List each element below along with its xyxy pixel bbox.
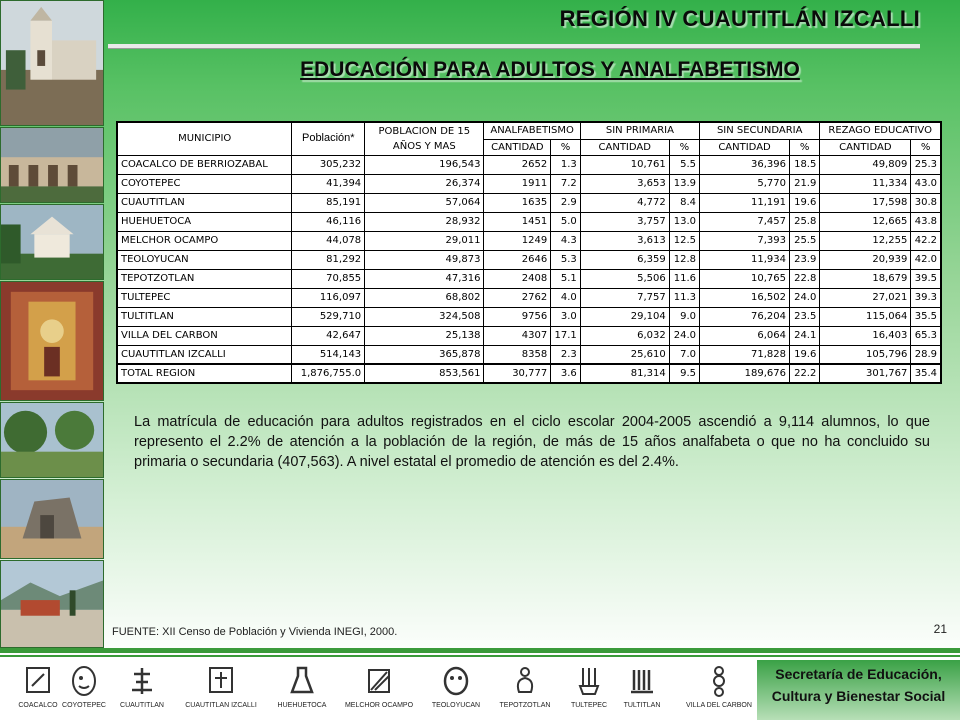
municipality-label: CUAUTITLAN IZCALLI [185,702,257,709]
cell-poblacion: 44,078 [292,231,365,250]
cell-poblacion: 116,097 [292,288,365,307]
cell-rezago-pct: 25.3 [911,155,941,174]
cell-sin-secundaria-pct: 23.5 [790,307,820,326]
tultepec-logo [564,664,614,709]
secretaria-line1: Secretaría de Educación, [775,666,942,682]
cell-analfabetismo-cantidad: 2646 [484,250,551,269]
cell-analfabetismo-pct: 4.3 [551,231,581,250]
cell-sin-secundaria-cantidad: 16,502 [700,288,790,307]
cell-sin-secundaria-cantidad: 6,064 [700,326,790,345]
cell-analfabetismo-pct: 2.3 [551,345,581,364]
cell-municipio: VILLA DEL CARBON [117,326,292,345]
cell-municipio: TEPOTZOTLAN [117,269,292,288]
tree-glyph-icon [128,664,156,698]
cell-sin-secundaria-cantidad: 76,204 [700,307,790,326]
header-sin-secundaria: SIN SECUNDARIA [700,122,820,139]
cell-poblacion: 85,191 [292,193,365,212]
cell-poblacion: 42,647 [292,326,365,345]
cell-total-sin-secundaria-cantidad: 189,676 [700,364,790,383]
photo-strip [0,0,104,648]
cell-analfabetismo-pct: 5.1 [551,269,581,288]
municipality-label: COYOTEPEC [62,702,106,709]
tultitlan-logo [618,664,666,709]
cell-sin-primaria-pct: 12.8 [669,250,699,269]
cell-sin-primaria-cantidad: 3,757 [580,212,669,231]
municipality-label: COACALCO [18,702,58,709]
cell-sin-primaria-cantidad: 6,359 [580,250,669,269]
teoloyucan-glyph-icon [442,664,470,698]
cell-rezago-cantidad: 12,665 [820,212,911,231]
header-sin-primaria: SIN PRIMARIA [580,122,699,139]
cell-total-label: TOTAL REGION [117,364,292,383]
cell-sin-primaria-pct: 8.4 [669,193,699,212]
cell-rezago-cantidad: 27,021 [820,288,911,307]
cell-rezago-cantidad: 115,064 [820,307,911,326]
cell-poblacion: 305,232 [292,155,365,174]
header-municipio: MUNICIPIO [117,122,292,155]
cell-sin-secundaria-cantidad: 36,396 [700,155,790,174]
page-title: EDUCACIÓN PARA ADULTOS Y ANALFABETISMO [300,58,800,81]
municipality-label: TULTITLAN [623,702,661,709]
cell-sin-secundaria-cantidad: 10,765 [700,269,790,288]
secretaria-badge [757,660,960,720]
cell-municipio: TEOLOYUCAN [117,250,292,269]
cell-poblacion-15: 26,374 [365,174,484,193]
table-row [117,288,941,307]
cell-poblacion-15: 365,878 [365,345,484,364]
cell-analfabetismo-cantidad: 1249 [484,231,551,250]
cell-poblacion-15: 57,064 [365,193,484,212]
cell-rezago-pct: 35.5 [911,307,941,326]
table-row [117,155,941,174]
cell-municipio: CUAUTITLAN [117,193,292,212]
table-header-row [117,122,941,139]
cell-analfabetismo-cantidad: 9756 [484,307,551,326]
cell-sin-primaria-cantidad: 4,772 [580,193,669,212]
cell-analfabetismo-cantidad: 8358 [484,345,551,364]
table-row [117,231,941,250]
church-photo [0,0,104,126]
cell-poblacion: 81,292 [292,250,365,269]
cell-total-sin-primaria-pct: 9.5 [669,364,699,383]
cell-total-analfabetismo-cantidad: 30,777 [484,364,551,383]
arcade-photo [0,127,104,203]
header-poblacion: Población* [292,122,365,155]
municipality-label: TEOLOYUCAN [431,702,481,709]
ruins-photo [0,479,104,559]
cell-rezago-pct: 39.5 [911,269,941,288]
cell-rezago-cantidad: 49,809 [820,155,911,174]
cell-total-sin-primaria-cantidad: 81,314 [580,364,669,383]
cell-sin-primaria-cantidad: 3,653 [580,174,669,193]
cell-analfabetismo-cantidad: 1635 [484,193,551,212]
cell-sin-secundaria-cantidad: 11,191 [700,193,790,212]
secretaria-line2: Cultura y Bienestar Social [771,688,946,704]
source-note: FUENTE: XII Censo de Población y Vivienda INEGI, 2000. [112,626,398,638]
cell-total-rezago-pct: 35.4 [911,364,941,383]
table-row [117,174,941,193]
cell-sin-primaria-pct: 24.0 [669,326,699,345]
footer-divider-thin [0,655,960,657]
tultepec-glyph-icon [575,664,603,698]
cell-poblacion: 514,143 [292,345,365,364]
table-row [117,345,941,364]
cell-sin-primaria-pct: 13.0 [669,212,699,231]
cell-sin-secundaria-pct: 22.8 [790,269,820,288]
cell-poblacion: 41,394 [292,174,365,193]
cell-rezago-pct: 39.3 [911,288,941,307]
footer-divider [0,648,960,653]
cell-sin-secundaria-pct: 19.6 [790,193,820,212]
subheader-cantidad: CANTIDAD [700,139,790,155]
cell-sin-secundaria-pct: 21.9 [790,174,820,193]
huehuetoca-logo [270,664,334,709]
table-row [117,326,941,345]
subheader-cantidad: CANTIDAD [820,139,911,155]
cell-analfabetismo-cantidad: 1451 [484,212,551,231]
cell-analfabetismo-pct: 5.0 [551,212,581,231]
teoloyucan-logo [424,664,488,709]
municipality-label: TEPOTZOTLAN [499,702,551,709]
cell-analfabetismo-pct: 5.3 [551,250,581,269]
cell-analfabetismo-cantidad: 2762 [484,288,551,307]
cell-analfabetismo-pct: 2.9 [551,193,581,212]
cell-sin-primaria-pct: 13.9 [669,174,699,193]
municipality-label: TULTEPEC [570,702,608,709]
total-row [117,364,941,383]
cell-poblacion-15: 68,802 [365,288,484,307]
plaza-photo [0,560,104,648]
cell-rezago-pct: 30.8 [911,193,941,212]
header-analfabetismo: ANALFABETISMO [484,122,580,139]
header-poblacion-15 [365,122,484,155]
cell-analfabetismo-pct: 17.1 [551,326,581,345]
cell-rezago-pct: 28.9 [911,345,941,364]
cell-municipio: COACALCO DE BERRIOZABAL [117,155,292,174]
cell-municipio: COYOTEPEC [117,174,292,193]
cuautitlan-logo [116,664,168,709]
coacalco-logo [16,664,60,709]
table-row [117,193,941,212]
cell-sin-secundaria-pct: 25.8 [790,212,820,231]
villa-del-carbon-logo [686,664,752,709]
cell-poblacion-15: 28,932 [365,212,484,231]
cell-sin-primaria-pct: 7.0 [669,345,699,364]
subheader-cantidad: CANTIDAD [580,139,669,155]
cell-sin-primaria-cantidad: 5,506 [580,269,669,288]
page-number: 21 [933,622,947,636]
subheader-cantidad: CANTIDAD [484,139,551,155]
table-row [117,269,941,288]
cell-rezago-pct: 65.3 [911,326,941,345]
cuautitlan-izcalli-logo [176,664,266,709]
cell-rezago-pct: 43.8 [911,212,941,231]
municipality-label: CUAUTITLAN [120,702,164,709]
subheader-pct: % [551,139,581,155]
header-rezago: REZAGO EDUCATIVO [820,122,941,139]
cell-sin-secundaria-pct: 23.9 [790,250,820,269]
title-divider [108,44,920,49]
municipality-label: HUEHUETOCA [277,702,327,709]
cell-poblacion: 529,710 [292,307,365,326]
cell-rezago-pct: 42.2 [911,231,941,250]
cell-sin-secundaria-pct: 18.5 [790,155,820,174]
cell-sin-primaria-cantidad: 6,032 [580,326,669,345]
altar-photo [0,281,104,401]
cell-analfabetismo-pct: 4.0 [551,288,581,307]
cell-sin-primaria-cantidad: 25,610 [580,345,669,364]
cell-poblacion: 46,116 [292,212,365,231]
cell-sin-secundaria-pct: 19.6 [790,345,820,364]
cell-sin-secundaria-pct: 24.0 [790,288,820,307]
cell-poblacion-15: 29,011 [365,231,484,250]
coacalco-glyph-icon [24,664,52,698]
coyotepec-logo [58,664,110,709]
cell-sin-primaria-pct: 11.6 [669,269,699,288]
cell-total-analfabetismo-pct: 3.6 [551,364,581,383]
cell-analfabetismo-cantidad: 4307 [484,326,551,345]
cell-rezago-pct: 43.0 [911,174,941,193]
cell-analfabetismo-cantidad: 2652 [484,155,551,174]
izcalli-glyph-icon [207,664,235,698]
municipality-label: VILLA DEL CARBON [686,702,752,709]
tepotzotlan-glyph-icon [511,664,539,698]
cell-sin-primaria-pct: 11.3 [669,288,699,307]
coyote-glyph-icon [70,664,98,698]
cell-total-sin-secundaria-pct: 22.2 [790,364,820,383]
cell-municipio: MELCHOR OCAMPO [117,231,292,250]
cell-municipio: TULTEPEC [117,288,292,307]
cell-total-poblacion-15: 853,561 [365,364,484,383]
subheader-pct: % [911,139,941,155]
cell-rezago-cantidad: 16,403 [820,326,911,345]
table-body [117,155,941,383]
cell-poblacion-15: 25,138 [365,326,484,345]
cell-analfabetismo-pct: 3.0 [551,307,581,326]
kiosk-photo [0,204,104,280]
cell-analfabetismo-pct: 7.2 [551,174,581,193]
cell-sin-secundaria-cantidad: 7,393 [700,231,790,250]
cell-sin-primaria-cantidad: 3,613 [580,231,669,250]
villa-glyph-icon [705,664,733,698]
cell-rezago-cantidad: 11,334 [820,174,911,193]
header-poblacion-15-line2: AÑOS Y MAS [392,140,456,152]
cell-poblacion-15: 47,316 [365,269,484,288]
cell-poblacion-15: 324,508 [365,307,484,326]
subheader-pct: % [790,139,820,155]
cell-sin-secundaria-cantidad: 7,457 [700,212,790,231]
cell-sin-primaria-pct: 9.0 [669,307,699,326]
cell-total-poblacion: 1,876,755.0 [292,364,365,383]
cell-sin-secundaria-pct: 25.5 [790,231,820,250]
table-row [117,212,941,231]
cell-sin-primaria-cantidad: 7,757 [580,288,669,307]
tepotzotlan-logo [494,664,556,709]
cell-municipio: TULTITLAN [117,307,292,326]
cell-municipio: HUEHUETOCA [117,212,292,231]
cell-sin-secundaria-cantidad: 71,828 [700,345,790,364]
cell-sin-secundaria-pct: 24.1 [790,326,820,345]
cell-rezago-cantidad: 18,679 [820,269,911,288]
cell-rezago-cantidad: 17,598 [820,193,911,212]
tultitlan-glyph-icon [628,664,656,698]
cell-poblacion-15: 49,873 [365,250,484,269]
cell-rezago-cantidad: 105,796 [820,345,911,364]
cell-municipio: CUAUTITLAN IZCALLI [117,345,292,364]
cell-sin-primaria-pct: 12.5 [669,231,699,250]
melchor-glyph-icon [365,664,393,698]
education-table [116,121,942,384]
cell-poblacion: 70,855 [292,269,365,288]
municipality-logos [0,664,756,720]
cell-sin-primaria-pct: 5.5 [669,155,699,174]
cell-sin-secundaria-cantidad: 11,934 [700,250,790,269]
cell-poblacion-15: 196,543 [365,155,484,174]
cell-rezago-cantidad: 12,255 [820,231,911,250]
cell-rezago-pct: 42.0 [911,250,941,269]
cell-sin-primaria-cantidad: 10,761 [580,155,669,174]
cell-sin-primaria-cantidad: 29,104 [580,307,669,326]
cell-analfabetismo-cantidad: 1911 [484,174,551,193]
header-poblacion-15-line1: POBLACION DE 15 [378,125,471,137]
cell-total-rezago-cantidad: 301,767 [820,364,911,383]
municipality-label: MELCHOR OCAMPO [344,702,414,709]
cell-sin-secundaria-cantidad: 5,770 [700,174,790,193]
table-row [117,250,941,269]
melchor-ocampo-logo [338,664,420,709]
table-row [117,307,941,326]
summary-paragraph: La matrícula de educación para adultos registrados en el ciclo escolar 2004-2005 ascendió a 9,114 alumnos, lo que represento el 2.2% de atención a la población de la región, de más de 15 años analfabeta o que no ha concluido su primaria o secundaria (407,563). A nivel estatal el promedio de atención es del 2.4%. [134,414,930,470]
cell-analfabetismo-pct: 1.3 [551,155,581,174]
region-title: REGIÓN IV CUAUTITLÁN IZCALLI [559,6,920,31]
cell-analfabetismo-cantidad: 2408 [484,269,551,288]
vessel-glyph-icon [288,664,316,698]
cell-rezago-cantidad: 20,939 [820,250,911,269]
subheader-pct: % [669,139,699,155]
garden-photo [0,402,104,478]
